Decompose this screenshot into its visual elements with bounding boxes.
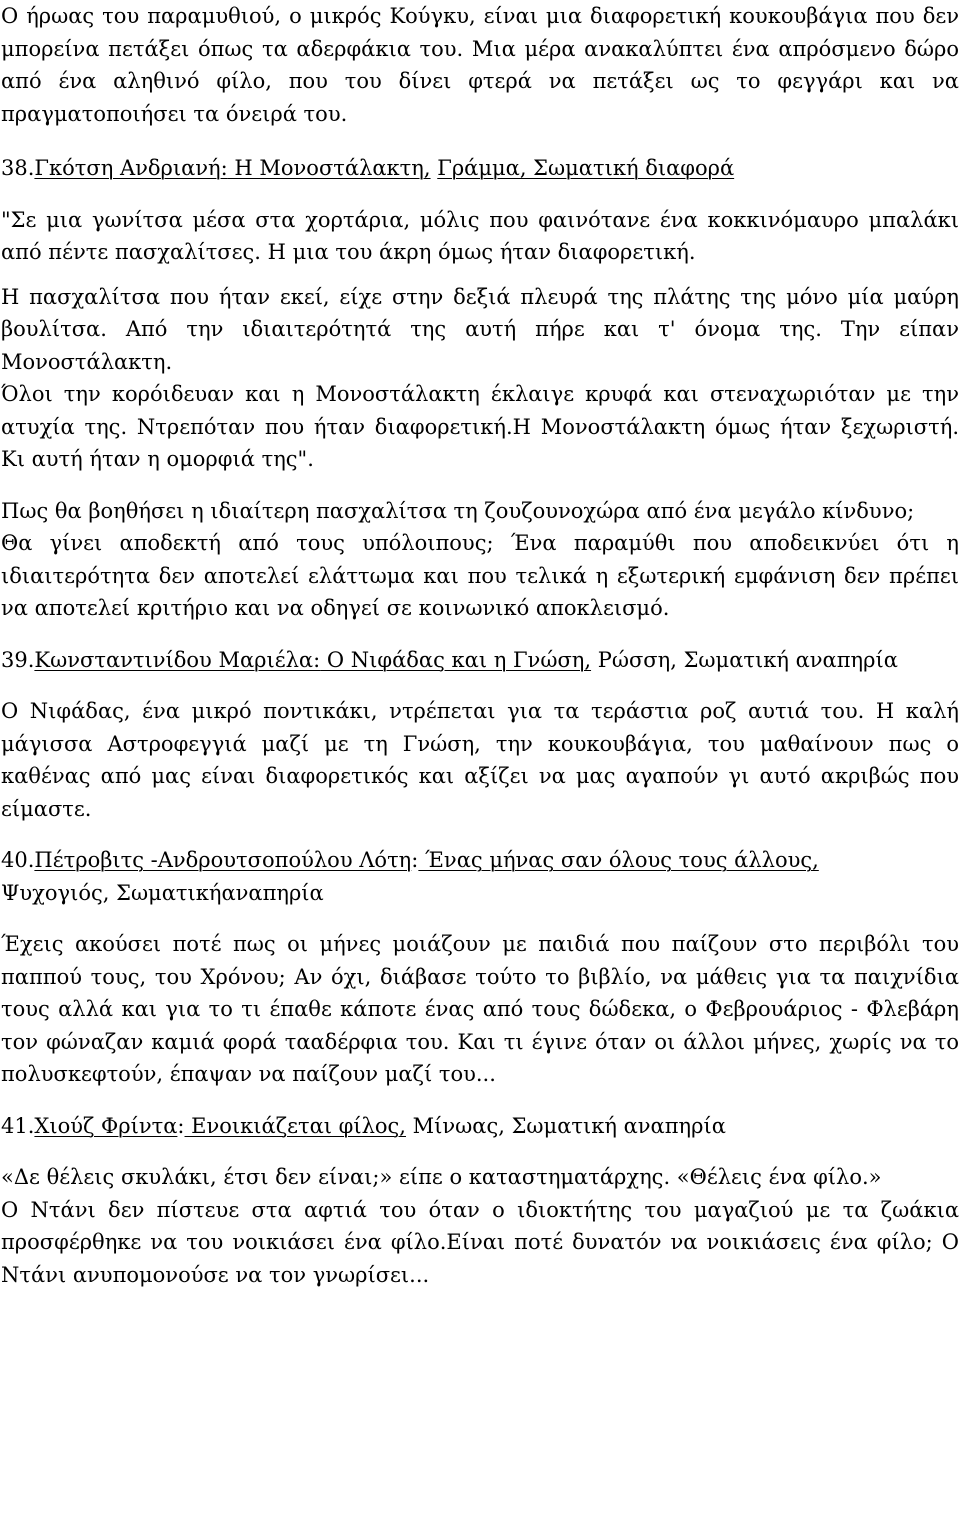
entry-39-publisher-category: Ρώσση, Σωματική αναπηρία xyxy=(591,647,898,672)
entry-38-paragraph-2b: Όλοι την κορόιδευαν και η Μονοστάλακτη έκλαιγε κρυφά και στεναχωριόταν με την ατυχία της. Ντρεπόταν που ήταν διαφορετική.Η Μονοστάλακτη όμως ήταν ξεχωριστή. Κι αυτή ήταν η ομορφιά της". xyxy=(1,382,959,471)
entry-38-publisher[interactable]: Γράμμα, xyxy=(437,156,527,180)
entry-39-heading xyxy=(1,644,959,677)
entry-40-heading xyxy=(1,844,959,909)
entry-39-paragraph-1: Ο Νιφάδας, ένα μικρό ποντικάκι, ντρέπεται για τα τεράστια ροζ αυτιά του. Η καλή μάγισσα Αστροφεγγιά μαζί με τη Γνώση, την κουκουβάγια, του μαθαίνουν πως ο καθένας από μας είναι διαφορετικός και αξίζει να μας αγαπούν γι αυτό ακριβώς που είμαστε. xyxy=(1,699,959,821)
entry-39-number: 39. xyxy=(1,647,35,672)
entry-38-paragraph-1: "Σε μια γωνίτσα μέσα στα χορτάρια, μόλις που φαινότανε ένα κοκκινόμαυρο μπαλάκι από πέντε πασχαλίτσες. Η μια του άκρη όμως ήταν διαφορετική. xyxy=(1,207,959,264)
entry-38-title[interactable]: Η Μονοστάλακτη, xyxy=(227,156,431,180)
entry-41-number: 41. xyxy=(1,1113,35,1138)
entry-40-paragraph-1: Έχεις ακούσει ποτέ πως οι μήνες μοιάζουν με παιδιά που παίζουν στο περιβόλι του παππού τους, του Χρόνου; Αν όχι, διάβασε τούτο το βιβλίο, να μάθεις για τα παιχνίδια τους αλλά και για το τι έπαθε κάποτε ένας από τους δώδεκα, ο Φεβρουάριος - Φλεβάρη τον φώναζαν καμιά φορά τααδέρφια του. Και τι έγινε όταν οι άλλοι μήνες, χωρίς να το πολυσκεφτούν, έπαψαν να παίζουν μαζί του... xyxy=(1,932,959,1086)
intro-paragraph: Ο ήρωας του παραμυθιού, ο μικρός Κούγκυ, είναι μια διαφορετική κουκουβάγια που δεν μπορείνα πετάξει όπως τα αδερφάκια του. Μια μέρα ανακαλύπτει ένα απρόσμενο δώρο από ένα αληθινό φίλο, που του δίνει φτερά να πετάξει ως το φεγγάρι και να πραγματοποιήσει τα όνειρά του. xyxy=(1,4,959,126)
entry-41-publisher-category: Μίνωας, Σωματική αναπηρία xyxy=(405,1113,726,1138)
entry-40-author[interactable]: Πέτροβιτς -Ανδρουτσοπούλου Λότη xyxy=(34,848,412,872)
entry-39-author[interactable]: Κωνσταντινίδου Μαριέλα: xyxy=(34,647,321,672)
entry-40-title[interactable]: Ένας μήνας σαν όλους τους άλλους, xyxy=(418,848,819,872)
entry-39-title[interactable]: Ο Νιφάδας και η Γνώση, xyxy=(320,647,592,672)
entry-38-paragraph-3a: Πως θα βοηθήσει η ιδιαίτερη πασχαλίτσα τη ζουζουνοχώρα από ένα μεγάλο κίνδυνο; xyxy=(1,498,915,523)
entry-41-heading xyxy=(1,1110,959,1143)
entry-41-title[interactable]: Ενοικιάζεται φίλος, xyxy=(184,1113,406,1138)
entry-41-colon: : xyxy=(177,1113,185,1138)
entry-38-heading xyxy=(1,152,959,185)
entry-38-paragraph-3b: Θα γίνει αποδεκτή από τους υπόλοιπους; Ένα παραμύθι που αποδεικνύει ότι η ιδιαιτερότητα δεν αποτελεί ελάττωμα και που τελικά η εξωτερική εμφάνιση δεν πρέπει να αποτελεί κριτήριο και να οδηγεί σε κοινωνικό αποκλεισμό. xyxy=(1,531,959,620)
entry-41-paragraph-2: Ο Ντάνι δεν πίστευε στα αφτιά του όταν ο ιδιοκτήτης του μαγαζιού με τα ζωάκια προσφέρθηκε να του νοικιάσει ένα φίλο.Είναι ποτέ δυνατόν να νοικιάσεις ένα φίλο; Ο Ντάνι ανυπομονούσε να τον γνωρίσει... xyxy=(1,1197,959,1287)
entry-38-category[interactable]: Σωματική διαφορά xyxy=(526,156,735,180)
entry-40-colon: : xyxy=(411,848,419,872)
entry-41-author[interactable]: Χιούζ Φρίντα xyxy=(34,1113,178,1138)
entry-38-author[interactable]: Γκότση Ανδριανή: xyxy=(34,156,228,180)
entry-41-paragraph-1: «Δε θέλεις σκυλάκι, έτσι δεν είναι;» είπε ο καταστηματάρχης. «Θέλεις ένα φίλο.» xyxy=(1,1165,882,1189)
entry-40-number: 40. xyxy=(1,848,35,872)
entry-38-paragraph-2a: Η πασχαλίτσα που ήταν εκεί, είχε στην δεξιά πλευρά της πλάτης της μόνο μία μαύρη βουλίτσα. Από την ιδιαιτερότητά της αυτή πήρε και τ' όνομα της. Την είπαν Μονοστάλακτη. xyxy=(1,284,959,374)
entry-40-publisher-category: Ψυχογιός, Σωματικήαναπηρία xyxy=(1,880,324,905)
entry-38-number: 38. xyxy=(1,156,35,180)
